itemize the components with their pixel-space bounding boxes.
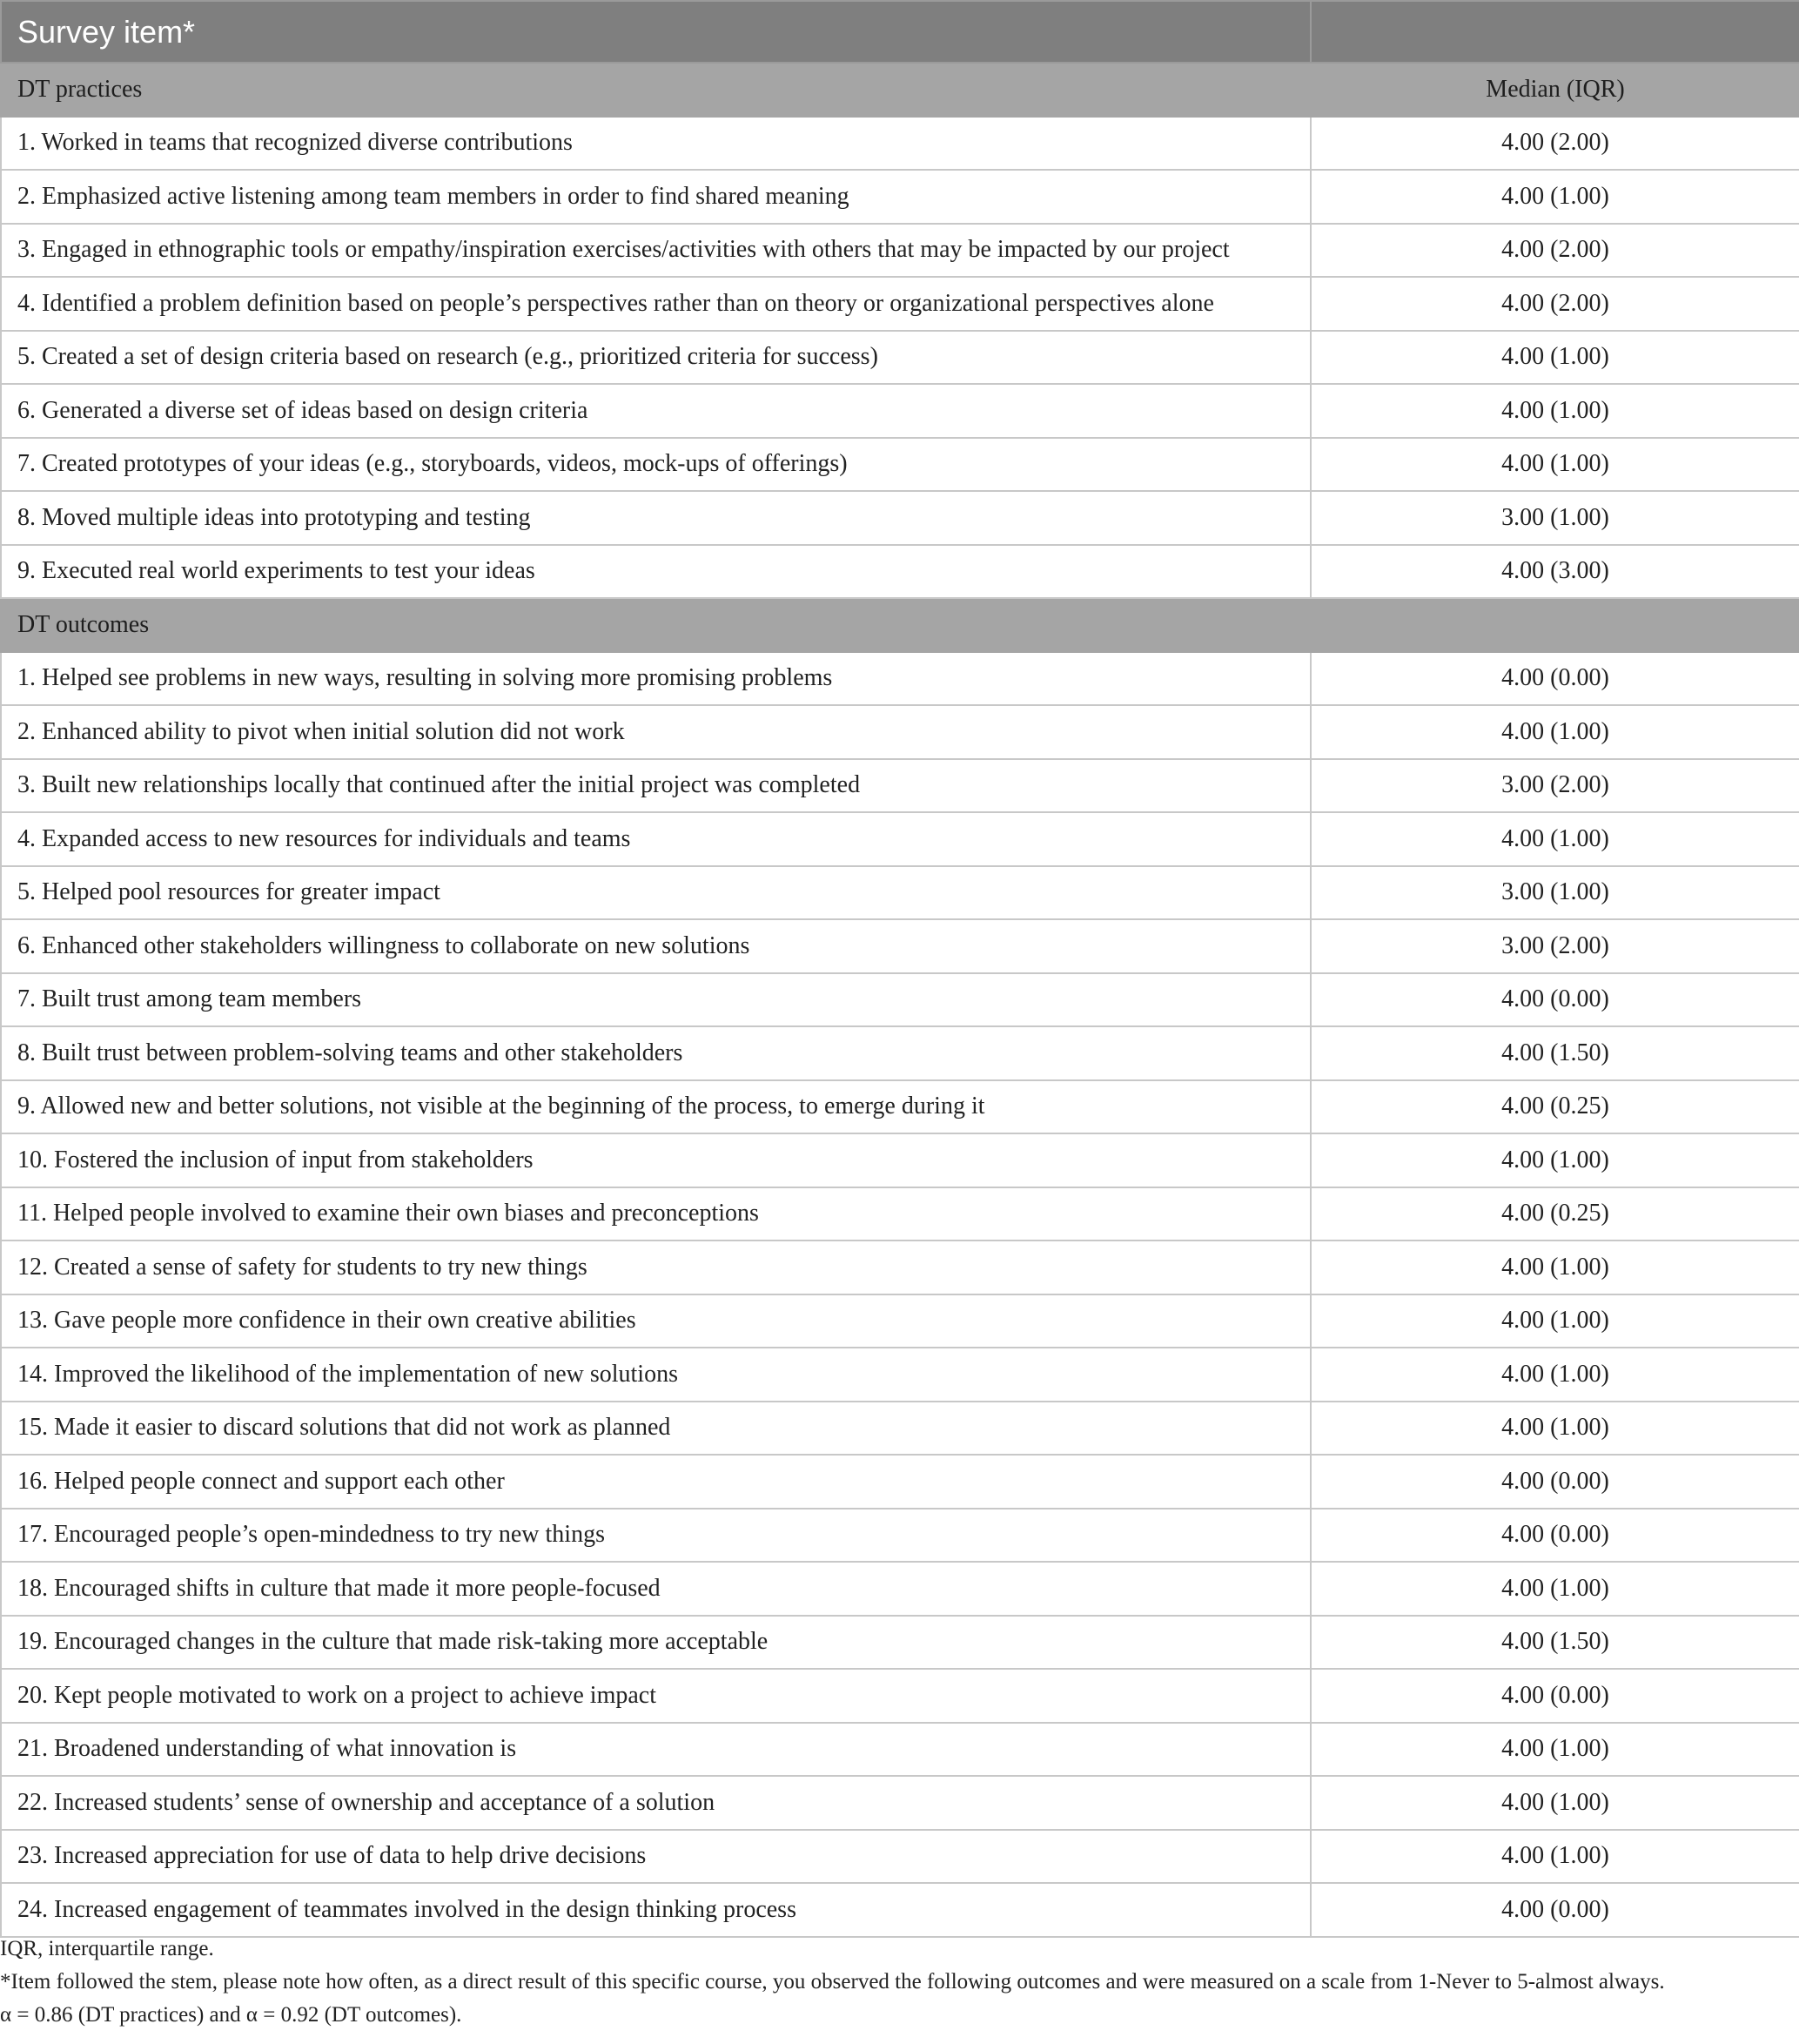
table-row (1, 759, 1799, 813)
table-row (1, 224, 1799, 278)
item-text: 23. Increased appreciation for use of data to help drive decisions (1, 1830, 1311, 1884)
item-text: 9. Executed real world experiments to test your ideas (1, 545, 1311, 599)
table-row (1, 1830, 1799, 1884)
item-text: 4. Expanded access to new resources for individuals and teams (1, 812, 1311, 866)
median-iqr-value: 4.00 (1.00) (1311, 331, 1799, 385)
table-row (1, 1883, 1799, 1937)
table-row (1, 1402, 1799, 1456)
median-iqr-value: 4.00 (1.00) (1311, 1723, 1799, 1777)
table-row (1, 1026, 1799, 1080)
item-text: 7. Built trust among team members (1, 973, 1311, 1027)
median-iqr-value: 4.00 (2.00) (1311, 224, 1799, 278)
table-row (1, 1562, 1799, 1616)
item-text: 6. Enhanced other stakeholders willingness to collaborate on new solutions (1, 919, 1311, 973)
section-row-outcomes (1, 598, 1799, 652)
table-row (1, 545, 1799, 599)
table-row (1, 1509, 1799, 1563)
item-text: 2. Emphasized active listening among team members in order to find shared meaning (1, 170, 1311, 224)
item-text: 17. Encouraged people’s open-mindedness to try new things (1, 1509, 1311, 1563)
median-iqr-value: 4.00 (0.00) (1311, 1883, 1799, 1937)
item-text: 11. Helped people involved to examine their own biases and preconceptions (1, 1187, 1311, 1241)
section-label: DT practices (1, 63, 1311, 117)
item-text: 7. Created prototypes of your ideas (e.g., storyboards, videos, mock-ups of offerings) (1, 438, 1311, 492)
table-row (1, 1723, 1799, 1777)
median-iqr-value: 3.00 (2.00) (1311, 759, 1799, 813)
item-text: 8. Built trust between problem-solving teams and other stakeholders (1, 1026, 1311, 1080)
median-iqr-value: 4.00 (1.50) (1311, 1026, 1799, 1080)
table-row (1, 438, 1799, 492)
median-iqr-value: 4.00 (1.00) (1311, 812, 1799, 866)
item-text: 12. Created a sense of safety for students to try new things (1, 1241, 1311, 1294)
item-text: 14. Improved the likelihood of the implementation of new solutions (1, 1348, 1311, 1402)
median-iqr-value: 4.00 (1.00) (1311, 170, 1799, 224)
item-text: 21. Broadened understanding of what innovation is (1, 1723, 1311, 1777)
median-iqr-value: 4.00 (0.00) (1311, 973, 1799, 1027)
item-text: 3. Engaged in ethnographic tools or empathy/inspiration exercises/activities with others that may be impacted by our project (1, 224, 1311, 278)
footnote-alpha: α = 0.86 (DT practices) and α = 0.92 (DT outcomes). (0, 2003, 462, 2027)
section-row-practices (1, 63, 1799, 117)
median-iqr-value: 4.00 (1.00) (1311, 1402, 1799, 1456)
median-iqr-value: 4.00 (1.00) (1311, 1830, 1799, 1884)
table-row (1, 384, 1799, 438)
header-blank (1311, 1, 1799, 63)
table-row (1, 866, 1799, 920)
table-row (1, 1776, 1799, 1830)
item-text: 22. Increased students’ sense of ownership and acceptance of a solution (1, 1776, 1311, 1830)
median-iqr-value: 4.00 (0.00) (1311, 1509, 1799, 1563)
table-row (1, 1080, 1799, 1134)
median-iqr-value: 3.00 (1.00) (1311, 491, 1799, 545)
footnote-iqr: IQR, interquartile range. (0, 1937, 214, 1960)
table-row (1, 491, 1799, 545)
table-row (1, 1294, 1799, 1348)
item-text: 4. Identified a problem definition based on people’s perspectives rather than on theory or organizational perspectives alone (1, 277, 1311, 331)
median-iqr-value: 4.00 (3.00) (1311, 545, 1799, 599)
item-text: 1. Worked in teams that recognized diverse contributions (1, 117, 1311, 171)
table-row (1, 1241, 1799, 1294)
median-iqr-value: 4.00 (1.00) (1311, 1348, 1799, 1402)
median-iqr-value: 4.00 (1.00) (1311, 1562, 1799, 1616)
median-iqr-value: 4.00 (1.00) (1311, 1776, 1799, 1830)
median-iqr-value: 4.00 (2.00) (1311, 117, 1799, 171)
table-row (1, 973, 1799, 1027)
median-iqr-value: 4.00 (1.00) (1311, 384, 1799, 438)
table-row (1, 1133, 1799, 1187)
table-row (1, 170, 1799, 224)
table-row (1, 812, 1799, 866)
item-text: 9. Allowed new and better solutions, not visible at the beginning of the process, to emerge during it (1, 1080, 1311, 1134)
table-row (1, 117, 1799, 171)
table-row (1, 1669, 1799, 1723)
table-row (1, 705, 1799, 759)
median-iqr-value: 4.00 (1.00) (1311, 705, 1799, 759)
median-iqr-value: 4.00 (2.00) (1311, 277, 1799, 331)
item-text: 10. Fostered the inclusion of input from stakeholders (1, 1133, 1311, 1187)
footnote-stem: *Item followed the stem, please note how often, as a direct result of this specific course, you observed the following outcomes and were measured on a scale from 1-Never to 5-almost always. (0, 1970, 1665, 1994)
median-iqr-value: 4.00 (0.25) (1311, 1080, 1799, 1134)
table-row (1, 1348, 1799, 1402)
item-text: 3. Built new relationships locally that continued after the initial project was completed (1, 759, 1311, 813)
item-text: 18. Encouraged shifts in culture that made it more people-focused (1, 1562, 1311, 1616)
item-text: 20. Kept people motivated to work on a project to achieve impact (1, 1669, 1311, 1723)
section-value-header (1311, 598, 1799, 652)
item-text: 13. Gave people more confidence in their own creative abilities (1, 1294, 1311, 1348)
median-iqr-value: 4.00 (0.00) (1311, 1455, 1799, 1509)
item-text: 15. Made it easier to discard solutions that did not work as planned (1, 1402, 1311, 1456)
median-iqr-value: 3.00 (1.00) (1311, 866, 1799, 920)
section-label: DT outcomes (1, 598, 1311, 652)
table-row (1, 1455, 1799, 1509)
table-row (1, 652, 1799, 706)
item-text: 2. Enhanced ability to pivot when initial solution did not work (1, 705, 1311, 759)
header-survey-item: Survey item* (1, 1, 1311, 63)
table-row (1, 1187, 1799, 1241)
item-text: 24. Increased engagement of teammates involved in the design thinking process (1, 1883, 1311, 1937)
median-iqr-value: 4.00 (0.00) (1311, 652, 1799, 706)
item-text: 1. Helped see problems in new ways, resulting in solving more promising problems (1, 652, 1311, 706)
item-text: 8. Moved multiple ideas into prototyping and testing (1, 491, 1311, 545)
table-row (1, 331, 1799, 385)
median-iqr-value: 4.00 (1.00) (1311, 1294, 1799, 1348)
median-iqr-value: 4.00 (1.50) (1311, 1616, 1799, 1670)
table-body (1, 63, 1799, 1937)
median-iqr-value: 4.00 (1.00) (1311, 1241, 1799, 1294)
item-text: 5. Helped pool resources for greater impact (1, 866, 1311, 920)
median-iqr-value: 3.00 (2.00) (1311, 919, 1799, 973)
item-text: 5. Created a set of design criteria based on research (e.g., prioritized criteria for success) (1, 331, 1311, 385)
median-iqr-value: 4.00 (0.00) (1311, 1669, 1799, 1723)
item-text: 16. Helped people connect and support each other (1, 1455, 1311, 1509)
median-iqr-value: 4.00 (1.00) (1311, 1133, 1799, 1187)
table-footnotes (0, 1933, 1799, 2032)
item-text: 6. Generated a diverse set of ideas based on design criteria (1, 384, 1311, 438)
item-text: 19. Encouraged changes in the culture that made risk-taking more acceptable (1, 1616, 1311, 1670)
table-row (1, 1616, 1799, 1670)
median-iqr-value: 4.00 (1.00) (1311, 438, 1799, 492)
table-header-row (1, 1, 1799, 63)
section-value-header: Median (IQR) (1311, 63, 1799, 117)
median-iqr-value: 4.00 (0.25) (1311, 1187, 1799, 1241)
table-row (1, 919, 1799, 973)
table-row (1, 277, 1799, 331)
